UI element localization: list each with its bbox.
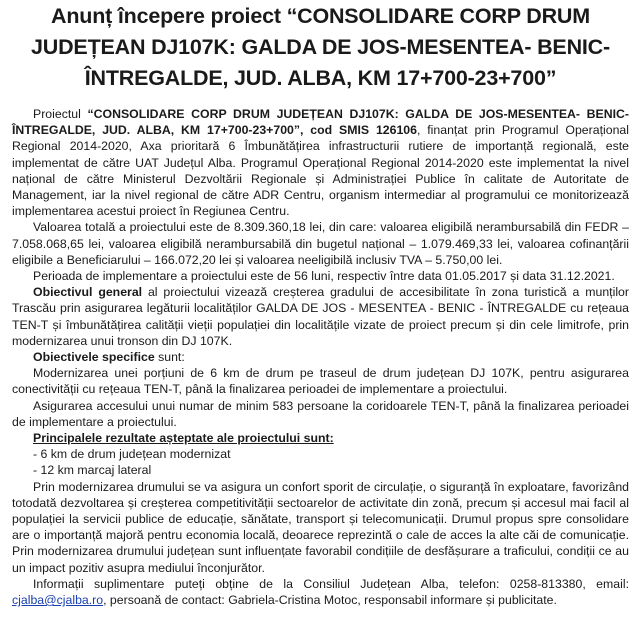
result-item-2: - 12 km marcaj lateral	[33, 463, 152, 478]
general-objective-paragraph	[12, 284, 629, 349]
specific-objectives-heading	[12, 349, 629, 365]
intro-rest: , finanțat prin Programul Operațional Regional 2014-2020, Axa prioritară 6 Îmbunătățirea infrastructurii rutiere de importanță regională, este implementat de către UAT Județul Alba. Programul Operațional Regional 2014-2020 este implementat la nivel național de către Ministerul Dezvoltării Regionale și Administrației Publice în calitate de Autoritate de Management, iar la nivel regional de către ADR Centru, organism intermediar al programului ce monitorizează implementarea acestui proiect în Regiunea Centru.	[12, 123, 629, 219]
project-value-paragraph: Valoarea totală a proiectului este de 8.309.360,18 lei, din care: valoarea eligibilă nerambursabilă din FEDR – 7.058.068,65 lei, valoarea eligibilă nerambursabilă din bugetul național – 1.079.469,33 lei, valoarea cofinanțării eligibile a Beneficiarului – 166.072,20 lei și valoarea neeligibilă inclusiv TVA – 5.750,00 lei.	[12, 220, 629, 267]
project-intro-paragraph	[12, 106, 629, 219]
result-item-1: - 6 km de drum județean modernizat	[33, 447, 231, 462]
intro-lead: Proiectul	[33, 107, 88, 121]
benefits-paragraph: Prin modernizarea drumului se va asigura un confort sporit de circulație, o siguranță în exploatare, favorizând totodată dezvoltarea și creșterea competitivității sectoarelor de activitate din zonă, precum și accesul mai facil al populației la servicii publice de educație, sănătate, transport și telecomunicații. Drumul propus spre consolidare are o importanță majoră pentru economia locală, deoarece reprezintă o cale de acces la alte căi de comunicație. Prin modernizarea drumului județean sunt influențate favorabil condițiile de desfășurare a traficului, condiții ce au un impact pozitiv asupra mediului înconjurător.	[12, 479, 629, 575]
announcement-body	[12, 106, 629, 608]
implementation-period-paragraph: Perioada de implementare a proiectului este de 56 luni, respectiv între data 01.05.2017 și data 31.12.2021.	[33, 269, 615, 284]
general-objective-text: al proiectului vizează creșterea gradului de accesibilitate în zona turistică a munților Trascău prin asigurarea legăturii localităților GALDA DE JOS - MESENTEA - BENIC - ÎNTREGALDE cu rețeaua TEN-T și îmbunătățirea calității vieții populației din localitățile vizate de proiect precum și din cele limitrofe, prin modernizarea unui tronson din DJ 107K.	[12, 285, 629, 348]
results-heading	[12, 430, 629, 446]
contact-after: , persoană de contact: Gabriela-Cristina Motoc, responsabil informare și publicitate.	[103, 593, 557, 608]
specific-objectives-suffix: sunt:	[154, 350, 185, 365]
general-objective-label: Obiectivul general	[33, 285, 143, 300]
contact-text: Informații suplimentare puteți obține de la Consiliul Județean Alba, telefon: 0258-813380, email:	[33, 576, 629, 591]
specific-objective-1: Modernizarea unei porțiuni de 6 km de drum pe traseul de drum județean DJ 107K, pentru asigurarea conectivității cu rețeaua TEN-T, până la finalizarea perioadei de implementare a proiectului.	[12, 366, 629, 397]
smis-code: , cod SMIS 126106	[300, 123, 417, 138]
contact-paragraph	[12, 576, 629, 608]
project-name: “CONSOLIDARE CORP DRUM JUDEȚEAN DJ107K: GALDA DE JOS-MESENTEA- BENIC-ÎNTREGALDE, JUD. ALBA, KM 17+700-23+700”	[12, 107, 630, 138]
email-link[interactable]: cjalba@cjalba.ro	[12, 593, 104, 608]
page-title: Anunț începere proiect “CONSOLIDARE CORP DRUM JUDEȚEAN DJ107K: GALDA DE JOS-MESENTEA- BENIC-ÎNTREGALDE, JUD. ALBA, KM 17+700-23+700”	[31, 4, 610, 90]
specific-objectives-label: Obiectivele specifice	[33, 350, 155, 365]
results-heading-text: Principalele rezultate așteptate ale proiectului sunt:	[33, 431, 334, 446]
specific-objective-2: Asigurarea accesului unui numar de minim 583 persoane la coridoarele TEN-T, până la finalizarea perioadei de implementare a proiectului.	[12, 398, 629, 429]
